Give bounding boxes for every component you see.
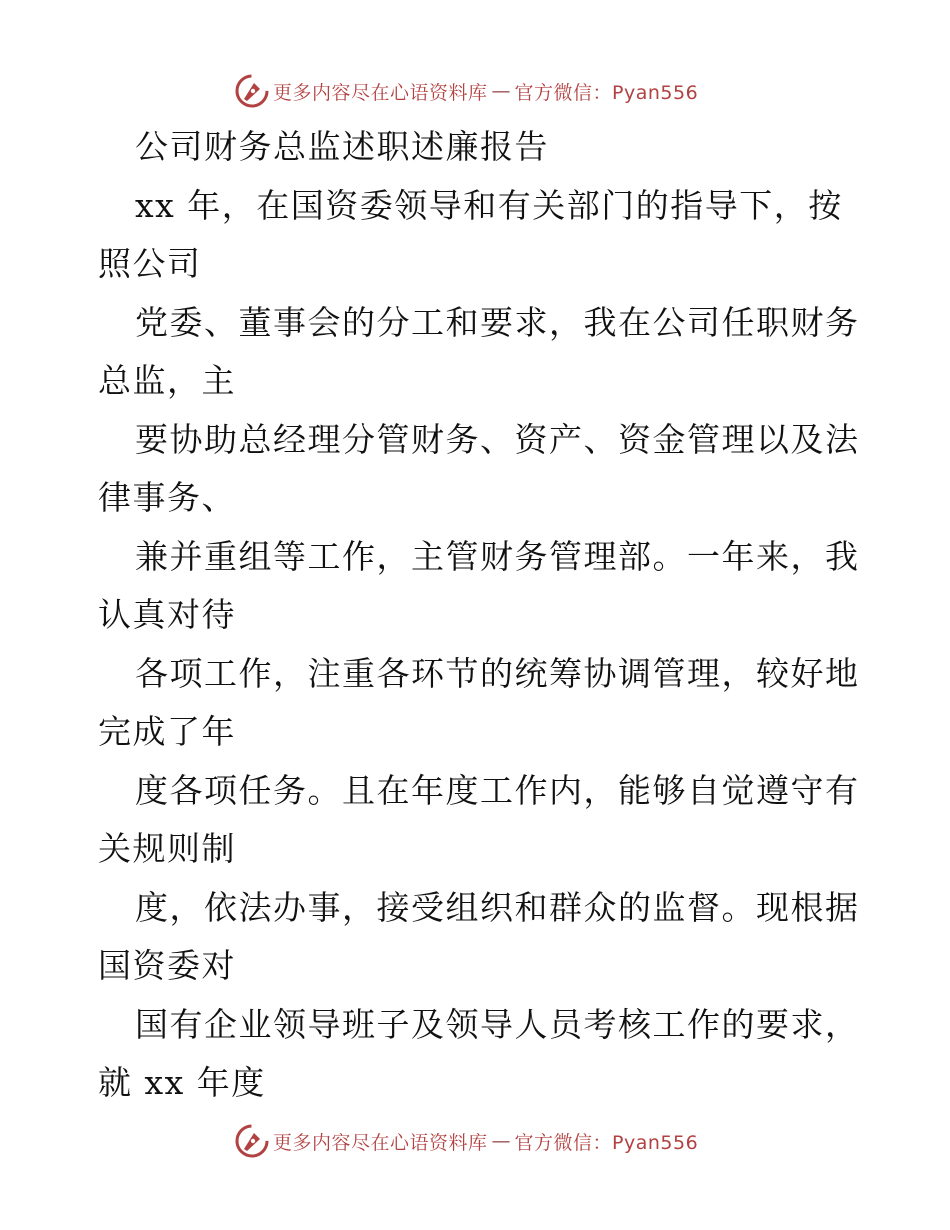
paragraph-line: 总监，主 bbox=[98, 361, 236, 400]
paragraph-line: 各项工作，注重各环节的统筹协调管理，较好地 bbox=[135, 653, 860, 693]
watermark-text: 更多内容尽在心语资料库 bbox=[273, 1131, 488, 1154]
document-body bbox=[98, 118, 858, 1113]
watermark-dash: — bbox=[491, 1130, 511, 1152]
paragraph-line: 度，依法办事，接受组织和群众的监督。现根据 bbox=[135, 887, 860, 927]
paragraph-line: 兼并重组等工作，主管财务管理部。一年来，我 bbox=[135, 536, 860, 576]
header-watermark bbox=[235, 74, 698, 108]
paragraph-line: 国有企业领导班子及领导人员考核工作的要求， bbox=[135, 1004, 860, 1044]
paragraph-line: 照公司 bbox=[98, 244, 202, 283]
watermark-wechat: 官方微信：Pyan556 bbox=[514, 1131, 699, 1154]
pen-nib-logo-icon bbox=[235, 74, 269, 108]
watermark-wechat: 官方微信：Pyan556 bbox=[514, 81, 699, 104]
paragraph-line: 度各项任务。且在年度工作内，能够自觉遵守有 bbox=[135, 770, 860, 810]
paragraph-line: 完成了年 bbox=[98, 712, 236, 751]
paragraph-line: xx 年，在国资委领导和有关部门的指导下，按 bbox=[135, 185, 843, 225]
watermark-text: 更多内容尽在心语资料库 bbox=[273, 81, 488, 104]
paragraph-line: 认真对待 bbox=[98, 595, 236, 634]
paragraph-line: 国资委对 bbox=[98, 946, 236, 985]
paragraph-line: 就 xx 年度 bbox=[98, 1063, 266, 1102]
paragraph-line: 党委、董事会的分工和要求，我在公司任职财务 bbox=[135, 302, 860, 342]
watermark-dash: — bbox=[491, 80, 511, 102]
pen-nib-logo-icon bbox=[235, 1124, 269, 1158]
document-title: 公司财务总监述职述廉报告 bbox=[135, 127, 549, 166]
footer-watermark bbox=[235, 1124, 698, 1158]
paragraph-line: 要协助总经理分管财务、资产、资金管理以及法 bbox=[135, 419, 860, 459]
paragraph-line: 律事务、 bbox=[98, 478, 236, 517]
paragraph-line: 关规则制 bbox=[98, 829, 236, 868]
